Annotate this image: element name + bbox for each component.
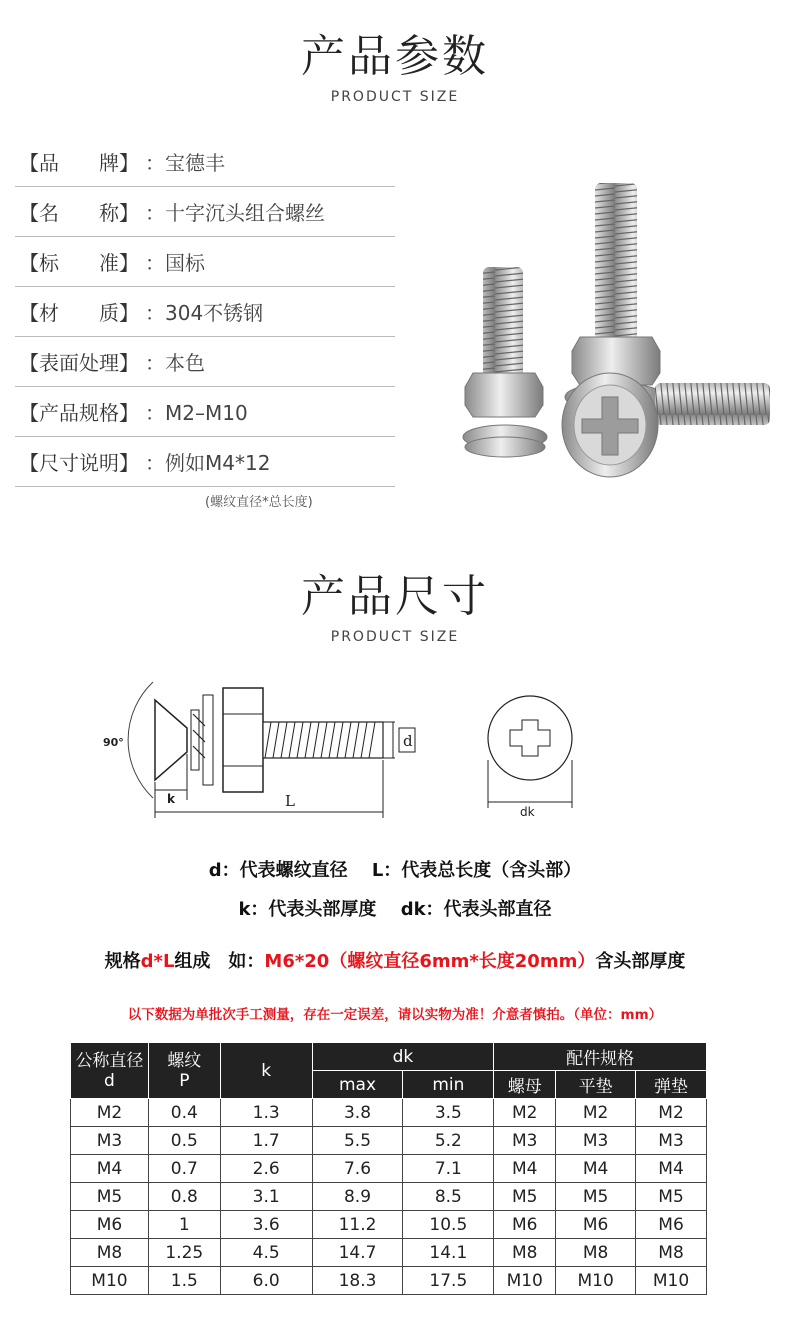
spec-row-brand (15, 137, 395, 187)
table-cell: M5 (494, 1183, 556, 1211)
table-cell: M6 (556, 1211, 636, 1239)
table-cell: M5 (556, 1183, 636, 1211)
table-cell: M10 (636, 1267, 707, 1295)
legend-line-1: d：代表螺纹直径 L：代表总长度（含头部） (208, 860, 582, 881)
legend-text: 组成 如： (174, 951, 265, 972)
table-cell: 2.6 (220, 1155, 312, 1183)
table-cell: M5 (636, 1183, 707, 1211)
angle-label: 90° (103, 736, 124, 749)
bolt-thread (595, 183, 637, 343)
flat-washer (203, 695, 213, 785)
table-cell: M8 (556, 1239, 636, 1267)
spec-label: 【名 称】 (19, 201, 139, 225)
table-cell: 3.1 (220, 1183, 312, 1211)
table-cell: M2 (556, 1099, 636, 1127)
header-nominal-diameter: 公称直径 d (71, 1043, 149, 1099)
table-cell: 6.0 (220, 1267, 312, 1295)
countersunk-head (155, 700, 187, 780)
table-cell: 7.6 (312, 1155, 403, 1183)
spec-row-standard (15, 237, 395, 287)
spec-row-material (15, 287, 395, 337)
table-cell: M5 (71, 1183, 149, 1211)
side-view-diagram (95, 670, 425, 825)
spec-value: ：宝德丰 (145, 151, 225, 175)
table-row (71, 1239, 707, 1267)
table-cell: M2 (636, 1099, 707, 1127)
table-cell: 14.1 (403, 1239, 494, 1267)
table-cell: 4.5 (220, 1239, 312, 1267)
section1-subtitle: PRODUCT SIZE (330, 89, 460, 105)
table-row (71, 1155, 707, 1183)
dk-label: dk (520, 805, 535, 819)
table-row (71, 1183, 707, 1211)
table-row (71, 1127, 707, 1155)
header-spring-washer: 弹垫 (636, 1071, 707, 1099)
table-cell: M3 (494, 1127, 556, 1155)
table-cell: M6 (636, 1211, 707, 1239)
table-cell: 1.3 (220, 1099, 312, 1127)
spec-row-name (15, 187, 395, 237)
hex-nut (465, 373, 543, 417)
measurement-warning: 以下数据为单批次手工测量，存在一定误差，请以实物为准！介意者慎拍。（单位：mm） (127, 1007, 663, 1023)
spec-value: ：十字沉头组合螺丝 (145, 201, 325, 225)
table-cell: M10 (556, 1267, 636, 1295)
table-cell: 7.1 (403, 1155, 494, 1183)
table-cell: M10 (71, 1267, 149, 1295)
hex-nut (223, 688, 263, 792)
legend-example: M6*20（螺纹直径6mm*长度20mm） (264, 951, 596, 972)
table-cell: 3.5 (403, 1099, 494, 1127)
table-cell: 18.3 (312, 1267, 403, 1295)
d-label: d (403, 732, 413, 750)
table-cell: M2 (494, 1099, 556, 1127)
table-cell: M2 (71, 1099, 149, 1127)
table-cell: M6 (494, 1211, 556, 1239)
product-photo (455, 175, 775, 485)
header-dk: dk (312, 1043, 494, 1071)
table-cell: 0.8 (148, 1183, 220, 1211)
legend-highlight: d*L (140, 951, 175, 972)
legend-text: 规格 (104, 951, 141, 972)
spec-row-spec (15, 387, 395, 437)
table-cell: M8 (494, 1239, 556, 1267)
header-flat-washer: 平垫 (556, 1071, 636, 1099)
table-cell: 1.25 (148, 1239, 220, 1267)
table-cell: 0.7 (148, 1155, 220, 1183)
table-cell: 3.8 (312, 1099, 403, 1127)
header-k: k (220, 1043, 312, 1099)
table-cell: M8 (71, 1239, 149, 1267)
table-cell: M4 (71, 1155, 149, 1183)
legend-text: 含头部厚度 (595, 951, 686, 972)
table-cell: 1 (148, 1211, 220, 1239)
table-cell: M8 (636, 1239, 707, 1267)
table-cell: 5.2 (403, 1127, 494, 1155)
spec-label: 【产品规格】 (19, 401, 139, 425)
table-cell: 8.5 (403, 1183, 494, 1211)
table-cell: 11.2 (312, 1211, 403, 1239)
table-cell: 8.9 (312, 1183, 403, 1211)
top-view-diagram (482, 690, 582, 820)
spec-value: ：本色 (145, 351, 205, 375)
spec-label: 【材 质】 (19, 301, 139, 325)
spec-label: 【尺寸说明】 (19, 451, 139, 475)
header-parts: 配件规格 (494, 1043, 707, 1071)
table-cell: 1.5 (148, 1267, 220, 1295)
section2-subtitle: PRODUCT SIZE (330, 629, 460, 645)
section1-title: 产品参数 (301, 31, 489, 82)
table-cell: M4 (556, 1155, 636, 1183)
table-cell: M3 (556, 1127, 636, 1155)
spec-label: 【品 牌】 (19, 151, 139, 175)
table-cell: M4 (636, 1155, 707, 1183)
spec-row-size (15, 437, 395, 487)
table-cell: 0.4 (148, 1099, 220, 1127)
table-cell: M10 (494, 1267, 556, 1295)
table-row (71, 1211, 707, 1239)
spec-value: ：国标 (145, 251, 205, 275)
size-table (70, 1042, 707, 1295)
table-cell: 1.7 (220, 1127, 312, 1155)
table-cell: 5.5 (312, 1127, 403, 1155)
k-label: k (167, 792, 175, 806)
spec-label: 【标 准】 (19, 251, 139, 275)
header-max: max (312, 1071, 403, 1099)
header-pitch: 螺纹 P (148, 1043, 220, 1099)
section2-title: 产品尺寸 (301, 571, 489, 622)
table-cell: 3.6 (220, 1211, 312, 1239)
spring-washer (465, 437, 545, 457)
legend-line-3 (0, 947, 790, 973)
table-cell: M4 (494, 1155, 556, 1183)
table-cell: 17.5 (403, 1267, 494, 1295)
header-min: min (403, 1071, 494, 1099)
table-cell: 10.5 (403, 1211, 494, 1239)
table-row (71, 1267, 707, 1295)
table-cell: M3 (71, 1127, 149, 1155)
spec-value: ：例如M4*12 (145, 451, 271, 475)
table-cell: M6 (71, 1211, 149, 1239)
bolt-thread (655, 383, 770, 425)
spec-label: 【表面处理】 (19, 351, 139, 375)
spec-value: ：304不锈钢 (145, 301, 264, 325)
table-cell: 14.7 (312, 1239, 403, 1267)
bolt-thread (483, 267, 523, 387)
spec-note: (螺纹直径*总长度) (205, 495, 313, 510)
header-nut: 螺母 (494, 1071, 556, 1099)
legend-line-2: k：代表头部厚度 dk：代表头部直径 (238, 899, 552, 920)
L-label: L (285, 792, 295, 810)
table-cell: 0.5 (148, 1127, 220, 1155)
angle-arc (128, 682, 153, 798)
threaded-shank (263, 722, 383, 758)
spec-value: ：M2–M10 (145, 401, 248, 425)
spec-row-surface (15, 337, 395, 387)
table-row (71, 1099, 707, 1127)
table-cell: M3 (636, 1127, 707, 1155)
